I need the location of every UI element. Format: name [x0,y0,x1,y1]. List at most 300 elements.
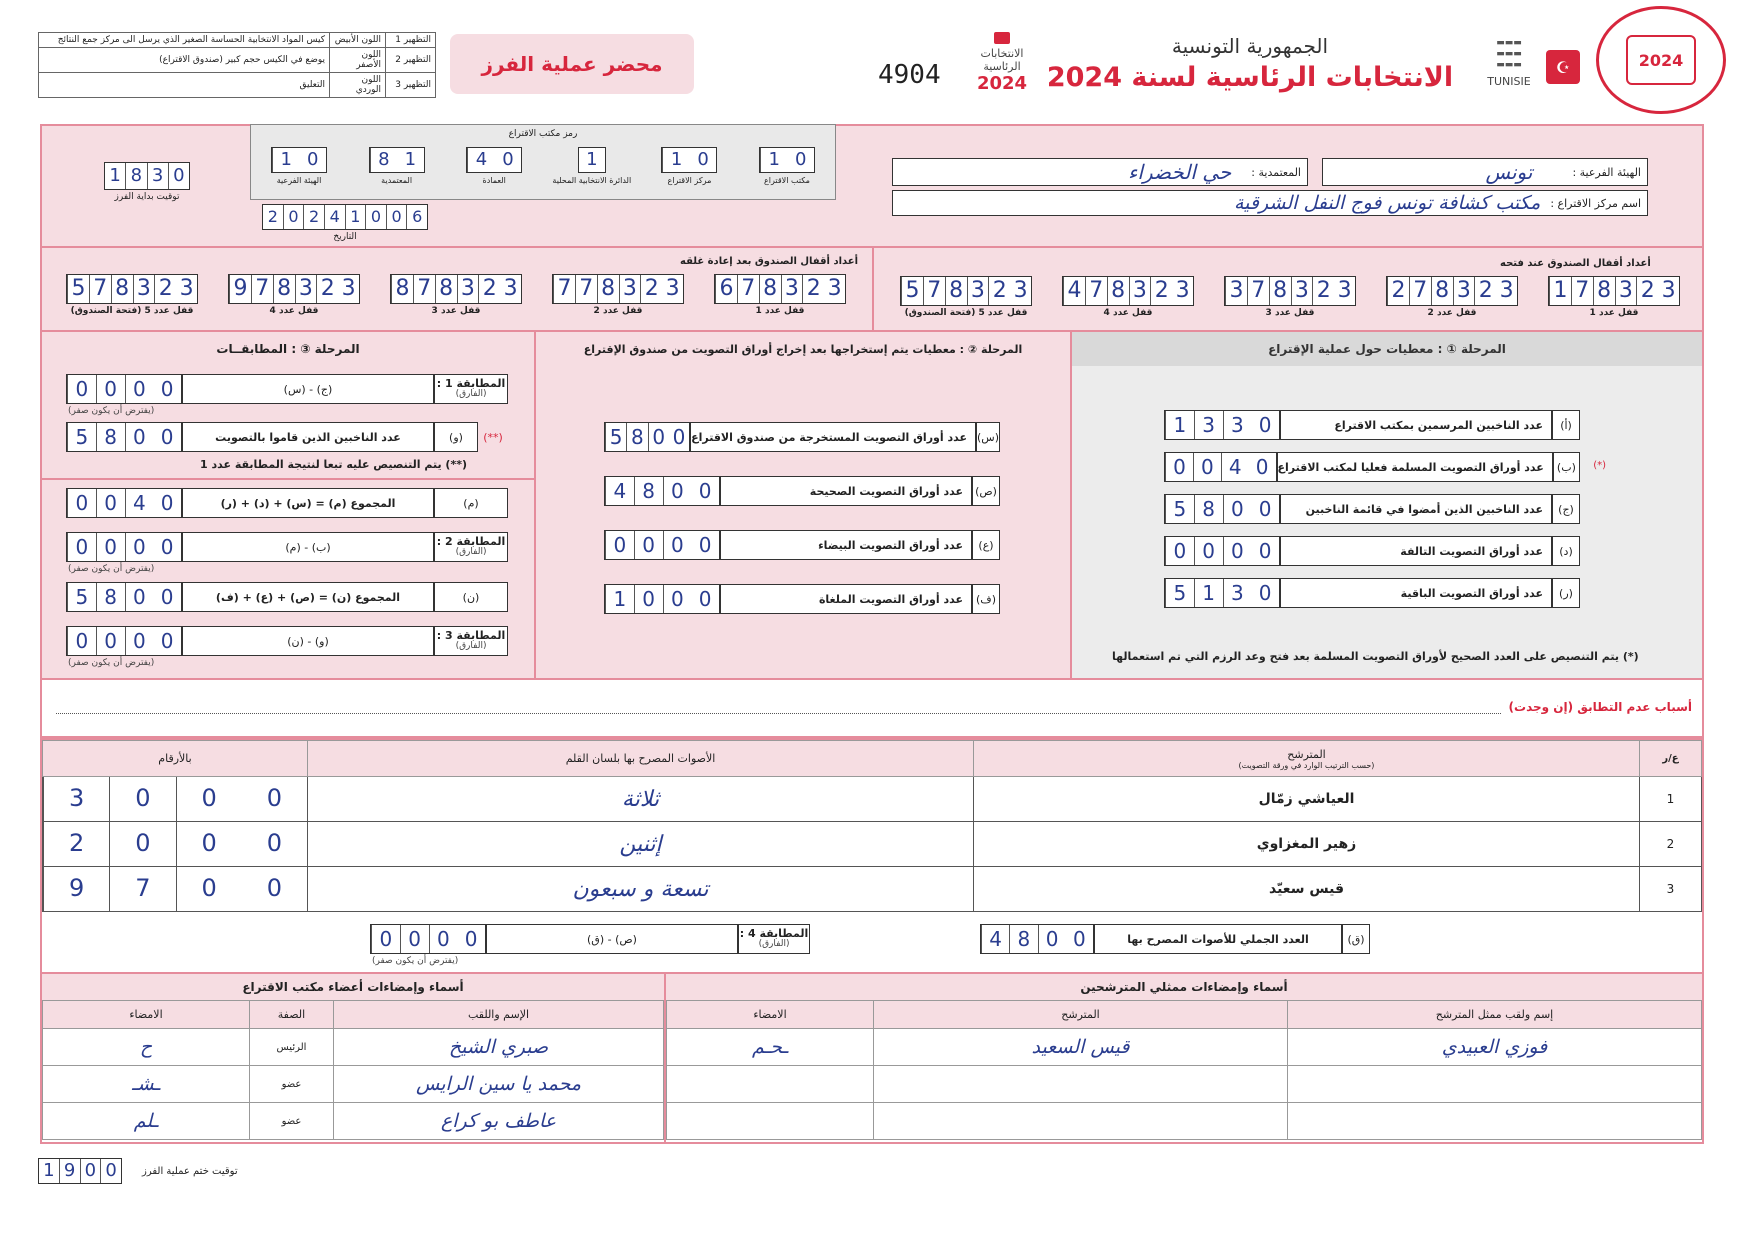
stage-value[interactable] [604,476,720,506]
digit-cell: 1 [586,149,598,170]
match2-value[interactable] [66,532,182,562]
stage3-title: المرحلة ③ : المطابقــات [216,342,360,356]
office-code-label: المعتمدية [381,176,413,185]
digit-cell: 8 [1593,277,1615,305]
digit-cell: 3 [1615,277,1637,305]
locks-open-row [900,276,1680,318]
digit-cell: 7 [1085,277,1107,305]
stage-label: عدد أوراق التصويت الملغاة [720,584,972,614]
digit-cell: 3 [781,275,803,303]
stage-value[interactable] [1164,494,1280,524]
results-col-candidate [974,741,1640,777]
digit-cell: 3 [619,275,641,303]
legend-desc: كيس المواد الانتخابية الحساسة الصغير الذي يرسل الى مركز جمع النتائج [39,33,330,48]
digit-cell: 4 [1063,277,1085,305]
stage2-header [536,332,1070,366]
legend-table [38,32,436,98]
digit-cell: 0 [125,533,154,561]
table-row [667,1066,1702,1103]
lock-number[interactable] [552,274,684,304]
digit-cell: 8 [634,477,663,505]
stage-row [1164,410,1580,440]
digit-cell: 3 [1499,278,1514,303]
total-votes-key: (ق) [1342,924,1370,954]
reps-sign[interactable] [667,1103,874,1140]
digit-cell: 3 [179,276,194,301]
table-row [667,1103,1702,1140]
digit-cell: 5 [1165,495,1194,523]
stage-row [604,530,1000,560]
result-digits[interactable] [43,777,308,822]
digit-cell: 0 [176,777,242,821]
legend-color: اللون الأبيض [330,33,386,48]
end-time-field[interactable] [38,1158,122,1184]
isie-logo: ▬▬▬ ▬▬▬ ▬▬▬ TUNISIE [1478,34,1540,104]
voters-key: (و) [434,422,478,452]
stage-row [1164,494,1580,524]
lock-number[interactable] [228,274,360,304]
digit-cell: 8 [945,277,967,305]
digit-cell: 3 [1194,411,1223,439]
lock-item [552,274,684,316]
digit-cell: 0 [795,149,807,170]
doc-title-banner [450,34,694,94]
digit-cell: 2 [1150,277,1172,305]
digit-cell: 8 [597,275,619,303]
office-codes-row [259,147,827,185]
stage-row [1164,452,1606,482]
legend-num: التظهير 1 [386,33,436,48]
digit-cell: 3 [1013,278,1028,303]
lock-label: قفل عدد 5 (فتحة الصندوق) [70,306,194,316]
stage-key: (ب) [1553,452,1580,482]
stage-key: (ص) [972,476,1000,506]
digit-cell: 5 [67,423,96,451]
digit-cell: 1 [1194,579,1223,607]
office-code [649,147,729,185]
divider-stage3 [40,478,536,480]
digit-cell: 5 [605,423,626,451]
lock-label: قفل عدد 3 [431,306,481,316]
table-row [43,1029,664,1066]
match1-formula: (ج) - (س) [182,374,434,404]
stage-value[interactable] [604,422,690,452]
match2-row [66,532,508,562]
result-digits[interactable] [43,822,308,867]
locks-close-title: أعداد أقفال الصندوق بعد إعادة غلقه [680,256,859,267]
results-col-words: الأصوات المصرح بها بلسان القلم [308,741,974,777]
digit-cell: 8 [435,275,457,303]
stage-key: (ف) [972,584,1000,614]
lock-number[interactable] [1224,276,1356,306]
office-code-title: رمز مكتب الاقتراع [508,129,578,139]
match3-must-zero: (يفترض أن يكون صفر) [68,658,155,668]
legend-num: التظهير 3 [386,73,436,98]
digit-cell: 7 [1571,277,1593,305]
digit-cell: 5 [67,583,96,611]
result-digits[interactable] [43,867,308,912]
match4-formula: (ص) - (ق) [486,924,738,954]
digit-cell: 0 [400,925,429,953]
match3-formula: (و) - (ن) [182,626,434,656]
stage-label: عدد الناخبين الذين أمضوا في قائمة الناخبين [1280,494,1552,524]
match1-must-zero: (يفترض أن يكون صفر) [68,406,155,416]
voters-row [66,422,508,452]
sum-n-row [66,582,508,612]
stage-value[interactable] [1164,578,1280,608]
digit-cell: 2 [478,275,500,303]
member-sign[interactable]: ـشـ [43,1066,250,1103]
divider-stage-23 [534,330,536,680]
digit-cell: 0 [386,205,407,229]
start-time-label: توقيت بداية الفرز [114,192,180,202]
legend-num: التظهير 2 [386,48,436,73]
stage-row [604,476,1000,506]
reps-name[interactable] [1288,1103,1702,1140]
lock-label: قفل عدد 2 [593,306,643,316]
total-votes-label: العدد الجملي للأصوات المصرح بها [1094,924,1342,954]
members-header [42,974,664,1000]
office-code-value[interactable] [466,147,522,173]
digit-cell: 0 [634,585,663,613]
stage2-rows [604,422,1000,638]
lock-item [1062,276,1194,318]
digit-cell: 3 [1223,579,1252,607]
digit-cell: 0 [307,149,319,170]
digit-cell: 7 [575,275,597,303]
voters-value[interactable] [66,422,182,452]
lock-item [66,274,198,316]
digit-cell: 2 [43,822,109,866]
digit-cell: 8 [1269,277,1291,305]
digit-cell: 0 [125,627,154,655]
reps-sign[interactable] [667,1066,874,1103]
reps-title: أسماء وإمضاءات ممثلي المترشحين [1080,980,1288,994]
match4-value[interactable] [370,924,486,954]
digit-cell: 4 [324,205,345,229]
digit-cell: 3 [665,276,680,301]
office-code-value[interactable] [271,147,327,173]
match2-sub: (الفارق) [455,547,487,557]
election-title: الانتخابات الرئاسية لسنة 2024 [1046,62,1454,93]
member-name[interactable]: محمد يا سين الرايس [334,1066,664,1103]
digit-cell: 6 [406,205,427,229]
digit-cell: 0 [429,925,458,953]
legend-row [39,48,436,73]
members-col-sign: الامضاء [43,1001,250,1029]
digit-cell: 7 [923,277,945,305]
digit-cell: 0 [96,533,125,561]
digit-cell: 0 [160,425,174,449]
digit-cell: 0 [605,531,634,559]
center-name-field[interactable] [892,190,1648,216]
digit-cell: 0 [663,477,692,505]
office-code [259,147,339,185]
digit-cell: 8 [1107,277,1129,305]
match4-row [370,924,810,954]
total-votes-value[interactable] [980,924,1094,954]
digit-cell: 0 [1193,453,1221,481]
digit-cell: 3 [457,275,479,303]
digit-cell: 0 [371,925,400,953]
digit-cell: 8 [96,583,125,611]
digit-cell: 0 [1223,495,1252,523]
office-code-label: مكتب الاقتراع [764,176,810,185]
voters-mark: (**) [483,430,503,444]
digit-cell: 3 [1337,278,1352,303]
table-row [667,1029,1702,1066]
lock-number[interactable] [66,274,198,304]
reps-candidate[interactable] [874,1103,1288,1140]
lock-item [390,274,522,316]
delegation-field[interactable] [892,158,1308,186]
digit-cell: 1 [345,205,366,229]
match1-sub: (الفارق) [455,389,487,399]
lock-number[interactable] [1548,276,1680,306]
digit-cell: 0 [160,377,174,401]
result-candidate: العياشي زمّال [974,777,1640,822]
office-code [552,147,632,185]
digit-cell: 0 [634,531,663,559]
digit-cell: 4 [1221,453,1249,481]
sum-n-formula: المجموع (ن) = (ص) + (ع) + (ف) [182,582,434,612]
digit-cell: 0 [1255,455,1269,479]
republic-name: الجمهورية التونسية [1171,34,1329,58]
result-candidate: زهير المغزاوي [974,822,1640,867]
member-sign[interactable]: ح [43,1029,250,1066]
digit-cell: 0 [125,375,154,403]
digit-cell: 0 [1258,539,1272,563]
office-code-value[interactable] [661,147,717,173]
lock-number[interactable] [714,274,846,304]
digit-cell: 0 [283,205,304,229]
date-field[interactable] [262,204,428,230]
stage-value[interactable] [604,530,720,560]
digit-cell: 0 [502,149,514,170]
result-digits-seg [43,867,307,911]
reps-col-name: إسم ولقب ممثل المترشح [1288,1001,1702,1029]
voters-label: عدد الناخبين الذين قاموا بالتصويت [182,422,434,452]
member-role: الرئيس [250,1029,334,1066]
end-time-block [38,1158,298,1184]
digit-cell: 0 [266,874,283,902]
digit-cell: 8 [125,163,146,189]
match1-value[interactable] [66,374,182,404]
stage1-rows [1164,410,1606,620]
reps-candidate[interactable]: قيس السعيد [874,1029,1288,1066]
digit-cell: 3 [1291,277,1313,305]
logo-year: 2024 [976,73,1028,94]
digit-cell: 0 [663,531,692,559]
member-sign[interactable]: ـلم [43,1103,250,1140]
stage-label: عدد أوراق التصويت المسلمة فعليا لمكتب الاقتراع [1277,452,1553,482]
digit-cell: 2 [988,277,1010,305]
digit-cell: 0 [160,491,174,515]
sum-n-value[interactable] [66,582,182,612]
digit-cell: 0 [125,423,154,451]
digit-cell: 0 [648,423,669,451]
divider-stage-12 [1070,330,1072,680]
member-name[interactable]: صبري الشيخ [334,1029,664,1066]
digit-cell: 0 [160,629,174,653]
results-col-digits: بالأرقام [43,741,308,777]
stage-value[interactable] [604,584,720,614]
digit-cell: 8 [370,148,398,172]
center-name-value: مكتب كشافة تونس فوج النفل الشرقية [1233,192,1541,214]
digit-cell: 1 [662,148,690,172]
digit-cell: 7 [1247,277,1269,305]
digit-cell: 2 [640,275,662,303]
stamp-year: 2024 [1638,50,1684,70]
flag-icon [994,32,1010,44]
lock-number[interactable] [1386,276,1518,306]
stage3-note2: (**) يتم التنصيص عليه تبعا لنتيجة المطابقة عدد 1 [200,458,467,471]
end-time-label: توقيت ختم عملية الفرز [142,1165,238,1177]
digit-cell: 8 [626,423,647,451]
digit-cell: 0 [266,784,283,812]
locks-open-title: أعداد أقفال الصندوق عند فتحه [1500,258,1651,269]
digit-cell: 0 [109,777,175,821]
match3-value[interactable] [66,626,182,656]
digit-cell: 5 [1165,579,1194,607]
reps-sign[interactable]: ـحـم [667,1029,874,1066]
legend-color: اللون الوردي [330,73,386,98]
sum-m-key: (م) [434,488,508,518]
lock-item [1548,276,1680,318]
digit-cell: 7 [413,275,435,303]
digit-cell: 9 [59,1159,80,1183]
digit-cell: 8 [759,275,781,303]
stage-row [1164,536,1580,566]
digit-cell: 1 [760,148,788,172]
digit-cell: 2 [802,275,824,303]
digit-cell: 2 [154,275,176,303]
mismatch-row[interactable] [56,700,1692,714]
result-words[interactable]: تسعة و سبعون [308,867,974,912]
result-digits-seg [43,777,307,821]
result-words[interactable]: إثنين [308,822,974,867]
digit-cell: 0 [1038,925,1066,953]
member-name[interactable]: عاطف بو كراع [334,1103,664,1140]
stage-row [1164,578,1580,608]
office-code-value[interactable] [578,147,606,173]
sub-authority-field[interactable] [1322,158,1648,186]
result-candidate: قيس سعيّد [974,867,1640,912]
logo-text: الانتخابات الرئاسية [980,47,1024,73]
match2-label: المطابقة 2 : [436,535,506,548]
digit-cell: 0 [1073,927,1086,951]
member-role: عضو [250,1103,334,1140]
digit-cell: 0 [100,1159,121,1183]
match2-must-zero: (يفترض أن يكون صفر) [68,564,155,574]
legend-row [39,73,436,98]
lock-label: قفل عدد 1 [1589,308,1639,318]
digit-cell: 0 [67,375,96,403]
delegation-label: المعتمدية : [1251,165,1301,179]
tunisia-flag-icon: ☪ [1546,50,1580,84]
lock-number[interactable] [390,274,522,304]
digit-cell: 0 [1258,497,1272,521]
stage-key: (س) [976,422,1000,452]
reps-name[interactable] [1288,1066,1702,1103]
legend-desc: يوضع في الكيس حجم كبير (صندوق الاقتراع) [39,48,330,73]
mismatch-label: أسباب عدم التطابق (إن وجدت) [1508,700,1692,714]
digit-cell: 7 [89,275,111,303]
sub-authority-value: تونس [1485,160,1533,184]
digit-cell: 3 [147,163,168,189]
digit-cell: 0 [125,583,154,611]
members-title: أسماء وإمضاءات أعضاء مكتب الاقتراع [242,980,464,994]
reps-candidate[interactable] [874,1066,1288,1103]
stage-row [604,422,1000,452]
table-row [43,867,1702,912]
match1-label: المطابقة 1 : [436,377,506,390]
digit-cell: 1 [43,1160,55,1181]
digit-cell: 0 [672,425,686,449]
digit-cell: 7 [553,275,575,303]
result-num: 3 [1640,867,1702,912]
lock-number[interactable] [1062,276,1194,306]
result-words[interactable]: ثلاثة [308,777,974,822]
center-name-label: اسم مركز الاقتراع : [1550,196,1641,210]
digit-cell: 5 [67,275,89,303]
reps-name[interactable]: فوزي العبيدي [1288,1029,1702,1066]
stage1-note: (*) يتم التنصيص على العدد الصحيح لأوراق التصويت المسلمة بعد فتح وعد الرزم التي تم استعمالها [1112,650,1639,663]
stage-value[interactable] [1164,536,1280,566]
digit-cell: 2 [316,275,338,303]
reps-col-candidate: المترشح [874,1001,1288,1029]
lock-item [900,276,1032,318]
stage-value[interactable] [1164,410,1280,440]
digit-cell: 0 [80,1159,101,1183]
result-num: 1 [1640,777,1702,822]
office-code-value[interactable] [759,147,815,173]
office-code [357,147,437,185]
digit-cell: 3 [1223,411,1252,439]
sum-m-value[interactable] [66,488,182,518]
digit-cell: 7 [737,275,759,303]
lock-label: قفل عدد 4 [1103,308,1153,318]
stage3-header [42,332,534,366]
office-code-value[interactable] [369,147,425,173]
start-time-field[interactable] [104,162,190,190]
digit-cell: 3 [133,275,155,303]
digit-cell: 0 [464,927,478,951]
stage-label: عدد الناخبين المرسمين بمكتب الاقتراع [1280,410,1552,440]
form-number: 4904 [878,60,941,90]
members-col-name: الإسم واللقب [334,1001,664,1029]
digit-cell: 0 [67,533,96,561]
members-col-role: الصفة [250,1001,334,1029]
digit-cell: 6 [715,275,737,303]
table-row [43,1066,664,1103]
digit-cell: 0 [1194,537,1223,565]
locks-close-row [66,274,846,316]
office-code-label: الدائرة الانتخابية المحلية [552,176,632,185]
stage-value[interactable] [1164,452,1277,482]
digit-cell: 3 [1453,277,1475,305]
result-digits-seg [43,822,307,866]
digit-cell: 8 [111,275,133,303]
match3-label: المطابقة 3 : [436,629,506,642]
mismatch-dots [56,702,1501,714]
stage-label: عدد أوراق التصويت التالفة [1280,536,1552,566]
digit-cell: 0 [96,489,125,517]
digit-cell: 1 [404,149,417,170]
digit-cell: 1 [1549,277,1571,305]
lock-number[interactable] [900,276,1032,306]
start-time-block [104,162,190,202]
